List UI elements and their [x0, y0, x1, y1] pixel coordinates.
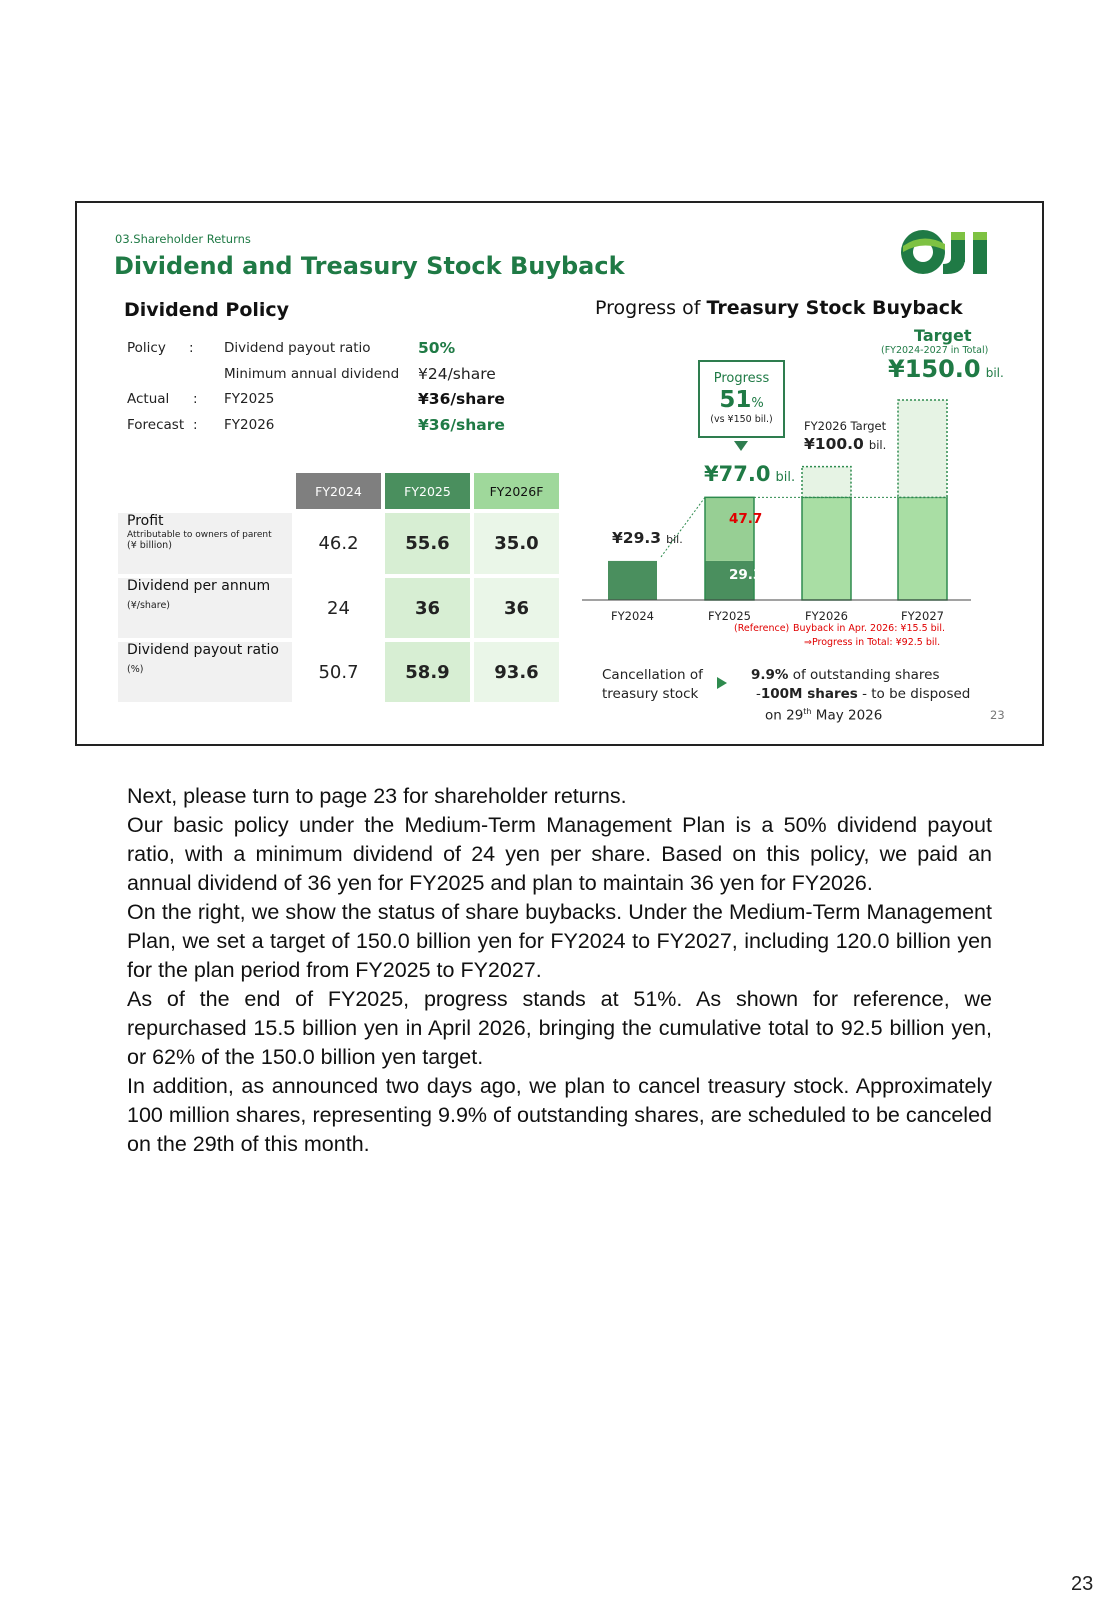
narrative-paragraph: On the right, we show the status of share buybacks. Under the Medium-Term Management Plan, we set a target of 150.0 billion yen for FY2024 to FY2027, including 120.0 billion yen for the plan period from FY2025 to FY2027. [127, 900, 992, 982]
bar-remaining-target [802, 467, 851, 498]
actual-value: ¥36/share [418, 390, 505, 408]
policy-sep: : [189, 340, 194, 356]
cancel-shares-prefix: - [756, 685, 761, 702]
table-cell: 24 [296, 578, 381, 638]
progress-box [698, 360, 785, 438]
forecast-item: FY2026 [224, 417, 275, 433]
policy-item: Minimum annual dividend [224, 366, 400, 382]
x-tick-label: FY2027 [901, 609, 944, 623]
reference-tag: (Reference) [734, 623, 790, 634]
table-cell: 46.2 [296, 513, 381, 574]
progress-unit: % [751, 396, 764, 411]
table-cell: 58.9 [385, 642, 470, 702]
actual-sep: : [193, 391, 198, 407]
progress-value: 51 [719, 387, 752, 413]
policy-item: Dividend payout ratio [224, 340, 371, 356]
cancellation-line2: treasury stock [602, 686, 699, 702]
arrow-right-icon [717, 677, 727, 689]
cancel-date-sup: th [803, 707, 812, 716]
x-tick-label: FY2024 [611, 609, 654, 623]
x-tick-label: FY2025 [708, 609, 751, 623]
reference-line1: Buyback in Apr. 2026: ¥15.5 bil. [793, 623, 945, 634]
narrative-paragraph: As of the end of FY2025, progress stands at 51%. As shown for reference, we repurchased 15.5 billion yen in April 2026, bringing the cumulative total to 92.5 billion yen, or 62% of the 150.0 billion yen target. [127, 987, 992, 1069]
chart-title-bold: Treasury Stock Buyback [706, 297, 963, 319]
target-amount [888, 355, 1004, 383]
row-unit: (¥/share) [127, 600, 170, 611]
forecast-label: Forecast [127, 417, 185, 433]
fy2025-total-unit: bil. [775, 470, 796, 485]
fy2025-total [704, 462, 795, 486]
policy-label: Policy [127, 340, 166, 356]
table-cell: 50.7 [296, 642, 381, 702]
slide-number: 23 [990, 708, 1005, 722]
fy2026-target-unit: bil. [868, 438, 887, 452]
row-sublabel: Attributable to owners of parent [127, 530, 272, 540]
table-cell: 36 [474, 578, 559, 638]
bar-completed [898, 497, 947, 600]
cancel-date-prefix: on 29 [765, 707, 804, 724]
progress-note: (vs ¥150 bil.) [710, 414, 773, 425]
table-cell: 93.6 [474, 642, 559, 702]
bar-fy2025-buyback [705, 497, 754, 561]
fy2025-top-label: 47.7 [729, 511, 763, 527]
table-cell: 55.6 [385, 513, 470, 574]
reference-line2: ⇒Progress in Total: ¥92.5 bil. [804, 637, 941, 648]
policy-value: 50% [418, 339, 456, 357]
slide-title: Dividend and Treasury Stock Buyback [114, 252, 625, 280]
narrative-paragraph: Our basic policy under the Medium-Term Management Plan is a 50% dividend payout ratio, with a minimum dividend of 24 yen per share. Based on this policy, we paid an annual dividend of 36 yen for FY2025 and plan to maintain 36 yen for FY2026. [127, 813, 992, 895]
cancel-shares-rest: - to be disposed [857, 685, 971, 702]
target-label: Target [914, 326, 972, 345]
target-period: (FY2024-2027 in Total) [881, 345, 989, 356]
fy2026-target-value: ¥100.0 [804, 435, 864, 453]
cancellation-label [602, 666, 703, 704]
fy2024-total [612, 528, 683, 547]
dividend-policy-heading: Dividend Policy [124, 299, 290, 321]
narrative-paragraph: Next, please turn to page 23 for shareholder returns. [127, 784, 627, 808]
table-header: FY2024 [296, 473, 381, 509]
progress-label: Progress [713, 371, 770, 386]
row-label: Profit [127, 513, 164, 529]
row-label: Dividend per annum [127, 578, 271, 594]
chart-title-prefix: Progress of [595, 297, 707, 319]
row-unit: (¥ billion) [127, 540, 172, 551]
narrative [127, 782, 992, 1159]
x-tick-label: FY2026 [805, 609, 848, 623]
cancel-shares: 100M shares [760, 685, 858, 702]
policy-value: ¥24/share [418, 365, 496, 383]
cancellation-details [751, 666, 970, 725]
cancel-date-rest: May 2026 [811, 707, 883, 724]
cancel-pct: 9.9% [751, 667, 789, 683]
table-cell: 35.0 [474, 513, 559, 574]
target-unit: bil. [985, 366, 1004, 380]
actual-label: Actual [127, 391, 170, 407]
forecast-sep: : [193, 417, 198, 433]
page-number: 23 [1071, 1573, 1094, 1595]
actual-item: FY2025 [224, 391, 275, 407]
fy2024-unit: bil. [666, 533, 683, 546]
row-unit: (%) [127, 664, 144, 675]
bar-completed [802, 497, 851, 600]
cancel-pct-rest: of outstanding shares [788, 667, 940, 683]
table-header: FY2026F [474, 473, 559, 509]
forecast-value: ¥36/share [418, 416, 505, 434]
slide [75, 201, 1044, 746]
target-value: ¥150.0 [888, 355, 981, 383]
section-label: 03.Shareholder Returns [115, 232, 251, 246]
fy2026-target-label: FY2026 Target [804, 419, 887, 433]
row-label: Dividend payout ratio [127, 642, 279, 658]
fy2024-value: ¥29.3 [612, 529, 662, 547]
bar-remaining-target [898, 400, 947, 497]
table-cell: 36 [385, 578, 470, 638]
table-header: FY2025 [385, 473, 470, 509]
fy2026-target-amount [804, 434, 886, 453]
fy2025-bottom-label: 29.3 [729, 567, 763, 583]
narrative-paragraph: In addition, as announced two days ago, we plan to cancel treasury stock. Approximately 100 million shares, representing 9.9% of outstanding shares, are scheduled to be canceled on the 29th of this month. [127, 1074, 992, 1156]
progress-arrow-icon [734, 441, 748, 451]
fy2025-total-value: ¥77.0 [704, 462, 771, 486]
bar-base [608, 561, 657, 600]
cancellation-line1: Cancellation of [602, 667, 703, 683]
